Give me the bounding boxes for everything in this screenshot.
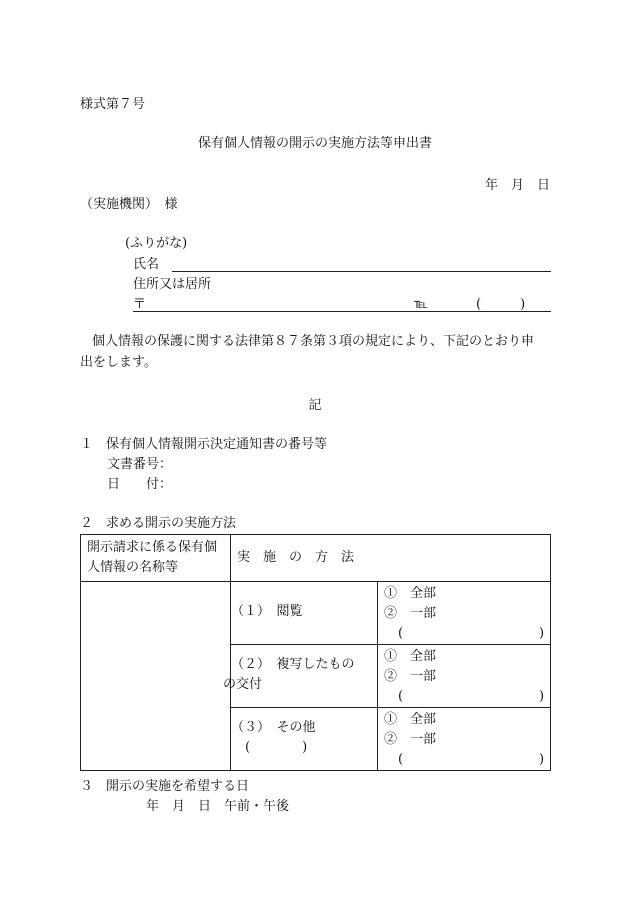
method-options-2[interactable]: ① 全部 ② 一部 ( ) [378,645,551,708]
option-all[interactable]: ① 全部 [384,712,437,727]
ki-heading: 記 [308,398,322,413]
furigana-label: (ふりがな) [125,236,188,251]
section2-heading: ２ 求める開示の実施方法 [80,516,237,531]
method-options-3[interactable]: ① 全部 ② 一部 ( ) [378,708,551,771]
desired-date-line: 年 月 日 午前・午後 [146,799,290,814]
method-label-1: （１） 閲覧 [231,582,378,645]
doc-number-label: 文書番号： [107,457,173,472]
notice-date-label: 日 付： [107,477,173,492]
form-number: 様式第７号 [80,97,146,112]
option-all[interactable]: ① 全部 [384,649,437,664]
other-method-field[interactable]: ( ) [245,740,308,755]
section3-heading: ３ 開示の実施を希望する日 [80,779,250,794]
name-label: 氏名 [133,257,160,272]
section1-heading: １ 保有個人情報開示決定通知書の番号等 [80,437,328,452]
header-method: 実 施 の 方 法 [231,535,551,582]
body-text-line-1: 個人情報の保護に関する法律第８７条第３項の規定により、下記のとおり申 [92,334,535,349]
method-label-3: （３） その他 ( ) [231,708,378,771]
document-title: 保有個人情報の開示の実施方法等申出書 [197,136,432,151]
option-all[interactable]: ① 全部 [384,586,437,601]
methods-table [80,534,551,771]
option-part[interactable]: ② 一部 [384,606,437,621]
date-line: 年 月 日 [485,178,551,193]
table-row [81,582,551,645]
method-label-2: （２） 複写したもの の交付 [231,645,378,708]
addressee: （実施機関） 様 [80,197,178,212]
body-text-line-2: 出をします。 [80,355,157,370]
option-part[interactable]: ② 一部 [384,669,437,684]
info-name-cell[interactable] [81,582,231,771]
header-info-name: 開示請求に係る保有個 人情報の名称等 [81,535,231,582]
tel-parens: ( ) [476,297,526,312]
table-header-row [81,535,551,582]
option-part[interactable]: ② 一部 [384,732,437,747]
method-options-1[interactable]: ① 全部 ② 一部 ( ) [378,582,551,645]
postal-mark: 〒 [133,297,147,312]
address-field-line[interactable] [133,311,551,312]
name-field-line[interactable] [172,271,551,272]
address-label: 住所又は居所 [133,277,212,292]
tel-mark: ℡ [414,297,428,312]
